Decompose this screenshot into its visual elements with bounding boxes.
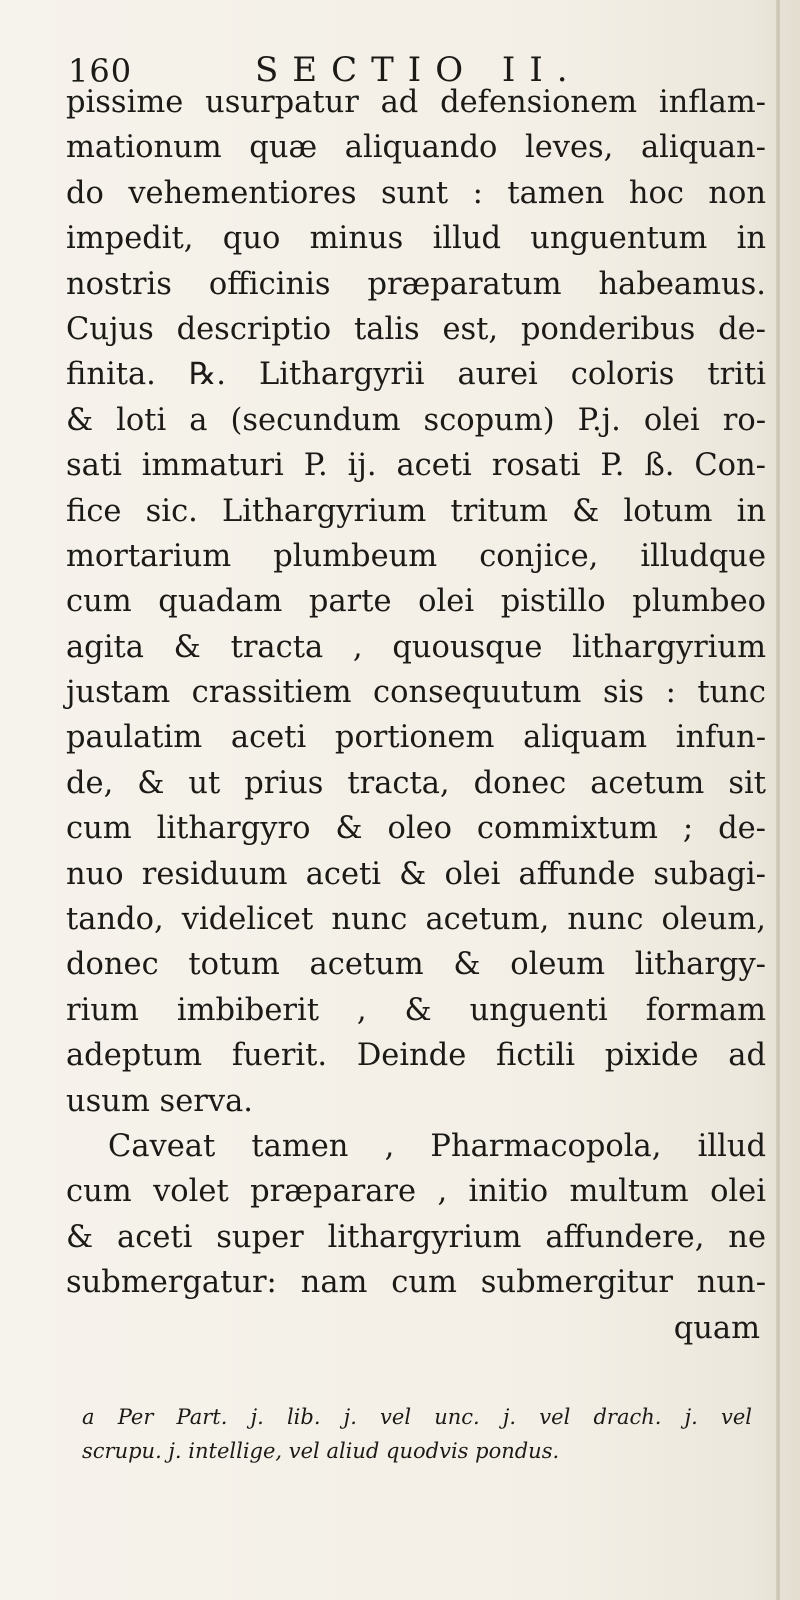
text-line: do vehementiores sunt : tamen hoc non bbox=[66, 175, 766, 211]
text-line: fice sic. Lithargyrium tritum & lotum in bbox=[66, 493, 766, 529]
text-line: Cujus descriptio talis est, ponderibus de- bbox=[66, 311, 766, 347]
page-number: 160 bbox=[68, 52, 133, 90]
binding-edge bbox=[776, 0, 780, 1600]
body-text bbox=[66, 80, 766, 1351]
text-line: mortarium plumbeum conjice, illudque bbox=[66, 538, 766, 574]
text-line: finita. ℞. Lithargyrii aurei coloris triti bbox=[66, 357, 766, 393]
text-line: pissime usurpatur ad defensionem inflam- bbox=[66, 85, 766, 120]
text-line: adeptum fuerit. Deinde fictili pixide ad bbox=[66, 1038, 766, 1074]
text-line: donec totum acetum & oleum lithargy- bbox=[66, 947, 766, 983]
text-line: Caveat tamen , Pharmacopola, illud bbox=[108, 1128, 766, 1164]
text-line: cum volet præparare , initio multum olei bbox=[66, 1174, 766, 1210]
text-line: sati immaturi P. ij. aceti rosati P. ß. Con- bbox=[66, 448, 766, 484]
text-line: tando, videlicet nunc acetum, nunc oleum, bbox=[66, 902, 766, 938]
text-line: nuo residuum aceti & olei affunde subagi- bbox=[66, 856, 766, 892]
text-line: usum serva. bbox=[66, 1083, 253, 1119]
footnotes bbox=[82, 1400, 752, 1468]
text-line: rium imbiberit , & unguenti formam bbox=[66, 992, 766, 1028]
text-line: mationum quæ aliquando leves, aliquan- bbox=[66, 130, 766, 166]
text-line: justam crassitiem consequutum sis : tunc bbox=[66, 675, 766, 711]
text-line: cum lithargyro & oleo commixtum ; de- bbox=[66, 811, 766, 847]
text-line: de, & ut prius tracta, donec acetum sit bbox=[66, 765, 766, 801]
text-line: agita & tracta , quousque lithargyrium bbox=[66, 629, 766, 665]
catchword: quam bbox=[673, 1310, 760, 1346]
text-line: cum quadam parte olei pistillo plumbeo bbox=[66, 584, 766, 620]
running-head: SECTIO II. bbox=[255, 50, 582, 90]
text-line: & aceti super lithargyrium affundere, ne bbox=[66, 1219, 766, 1255]
text-line: submergatur: nam cum submergitur nun- bbox=[66, 1265, 766, 1301]
text-line: paulatim aceti portionem aliquam infun- bbox=[66, 720, 766, 756]
footnote-line: a Per Part. j. lib. j. vel unc. j. vel drach. j. vel bbox=[82, 1405, 752, 1429]
text-line: impedit, quo minus illud unguentum in bbox=[66, 221, 766, 257]
text-line: nostris officinis præparatum habeamus. bbox=[66, 266, 766, 302]
footnote-line: scrupu. j. intellige, vel aliud quodvis pondus. bbox=[82, 1439, 560, 1463]
text-line: & loti a (secundum scopum) P.j. olei ro- bbox=[66, 402, 766, 438]
